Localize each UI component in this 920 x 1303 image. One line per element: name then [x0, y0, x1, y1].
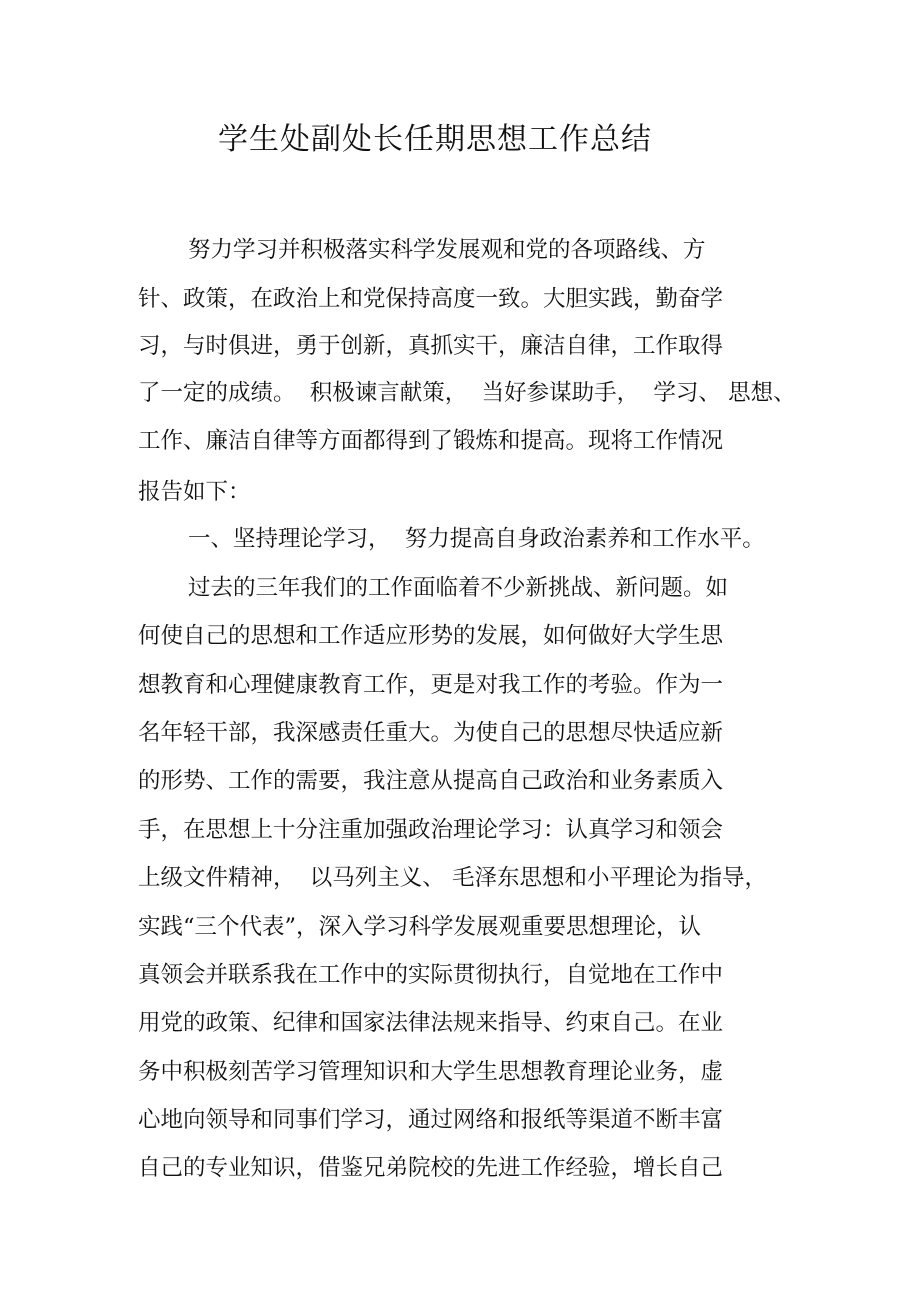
paragraph-line-19: 心地向领导和同事们学习，通过网络和报纸等渠道不断丰富: [138, 1107, 724, 1133]
paragraph-line-1: 努力学习并积极落实科学发展观和党的各项路线、方: [188, 237, 706, 263]
document-title: 学生处副处长任期思想工作总结: [218, 122, 652, 157]
paragraph-line-6: 报告如下：: [138, 479, 251, 505]
section-heading-1: 一、坚持理论学习， 努力提高自身政治素养和工作水平。: [188, 526, 765, 552]
paragraph-line-8: 过去的三年我们的工作面临着不少新挑战、新问题。如: [188, 575, 729, 601]
paragraph-line-2: 针、政策，在政治上和党保持高度一致。大胆实践，勤奋学: [138, 286, 724, 312]
paragraph-line-18: 务中积极刻苦学习管理知识和大学生思想教育理论业务，虚: [138, 1059, 724, 1085]
paragraph-line-20: 自己的专业知识，借鉴兄弟院校的先进工作经验，增长自己: [138, 1155, 724, 1181]
paragraph-line-9: 何使自己的思想和工作适应形势的发展，如何做好大学生思: [138, 623, 724, 649]
paragraph-line-15: 实践“三个代表”，深入学习科学发展观重要思想理论，认: [138, 914, 702, 940]
paragraph-line-12: 的形势、工作的需要，我注意从提高自己政治和业务素质入: [138, 768, 724, 794]
paragraph-line-16: 真领会并联系我在工作中的实际贯彻执行，自觉地在工作中: [138, 962, 724, 988]
paragraph-line-13: 手，在思想上十分注重加强政治理论学习：认真学习和领会: [138, 817, 724, 843]
paragraph-line-14: 上级文件精神， 以马列主义、 毛泽东思想和小平理论为指导，: [138, 865, 767, 891]
paragraph-line-5: 工作、廉洁自律等方面都得到了锻炼和提高。现将工作情况: [138, 428, 724, 454]
paragraph-line-10: 想教育和心理健康教育工作，更是对我工作的考验。作为一: [138, 672, 724, 698]
paragraph-line-3: 习，与时俱进，勇于创新，真抓实干，廉洁自律，工作取得: [138, 333, 724, 359]
paragraph-line-17: 用党的政策、纪律和国家法律法规来指导、约束自己。在业: [138, 1010, 724, 1036]
paragraph-line-11: 名年轻干部，我深感责任重大。为使自己的思想尽快适应新: [138, 720, 724, 746]
paragraph-line-4: 了一定的成绩。 积极谏言献策， 当好参谋助手， 学习、 思想、: [138, 380, 796, 406]
